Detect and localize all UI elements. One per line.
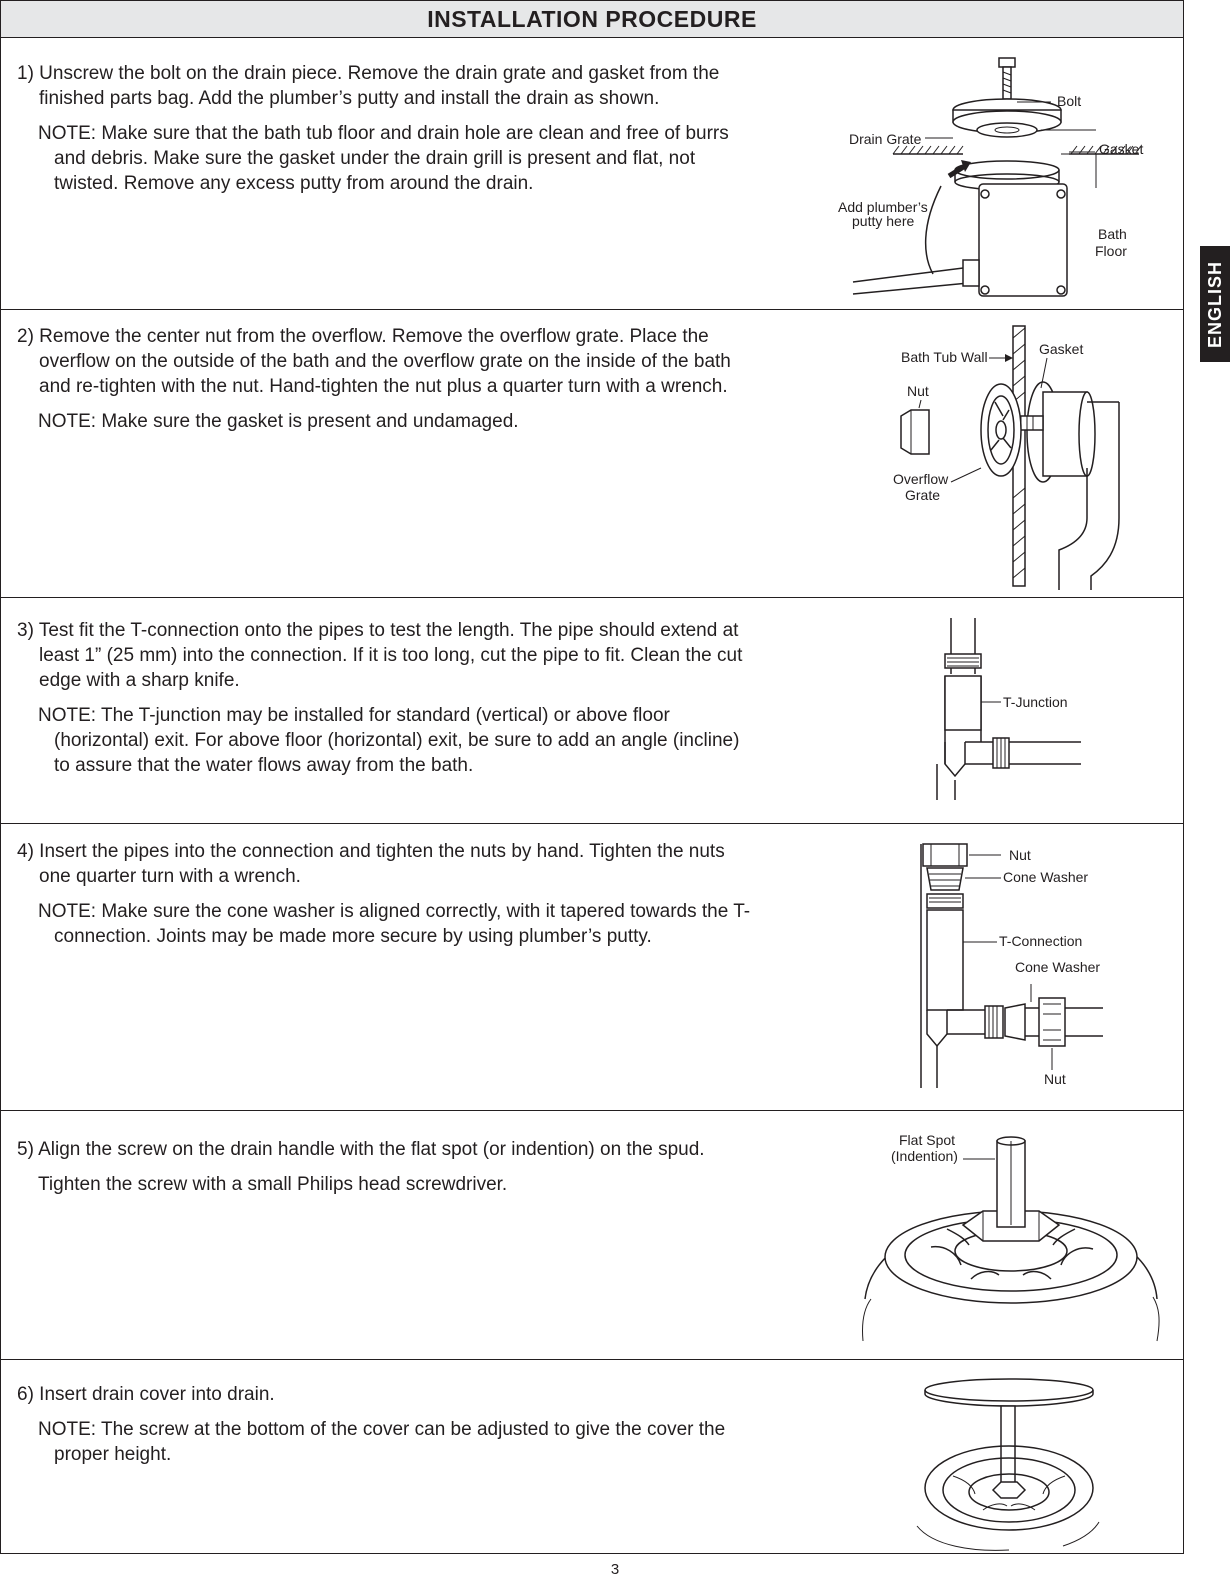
step-5 xyxy=(1,1111,1183,1360)
step-2-note: NOTE: Make sure the gasket is present and undamaged. xyxy=(38,411,519,432)
step-6-instruction: 6) Insert drain cover into drain. xyxy=(17,1384,275,1405)
page-number: 3 xyxy=(610,1561,620,1578)
overflow-grate-label-line1: Overflow xyxy=(893,471,949,487)
step-1-note: NOTE: Make sure that the bath tub floor and drain hole are clean and free of burrs and debris. Make sure the gasket under the drain grill is present and flat, not twisted. Remove any excess putty from around the drain. xyxy=(38,123,729,194)
step-3-note: NOTE: The T-junction may be installed for standard (vertical) or above floor (horizontal) exit. For above floor (horizontal) exit, be sure to add an angle (incline) to assure that the water flows away from the bath. xyxy=(38,705,740,776)
putty-label-line2: putty here xyxy=(852,213,915,229)
drain-grate-label: Drain Grate xyxy=(849,131,922,147)
cone-washer-top-label: Cone Washer xyxy=(1003,869,1089,885)
bath-floor-label-line2: Floor xyxy=(1095,243,1127,259)
nut-bottom-label: Nut xyxy=(1044,1071,1066,1087)
overflow-nut-label: Nut xyxy=(907,383,929,399)
step-6 xyxy=(1,1360,1183,1555)
gasket-label: Gasket xyxy=(1099,141,1144,157)
language-tab xyxy=(1200,246,1230,362)
flat-spot-label-line2: (Indention) xyxy=(891,1148,958,1164)
step-4-instruction: 4) Insert the pipes into the connection and tighten the nuts by hand. Tighten the nuts one quarter turn with a wrench. xyxy=(17,841,725,887)
step-4-note: NOTE: Make sure the cone washer is aligned correctly, with it tapered towards the T-connection. Joints may be made more secure by using plumber’s putty. xyxy=(38,901,751,947)
step-1 xyxy=(1,38,1183,310)
section-title: INSTALLATION PROCEDURE xyxy=(427,5,757,32)
bath-tub-wall-label: Bath Tub Wall xyxy=(901,349,988,365)
cone-washer-right-label: Cone Washer xyxy=(1015,959,1101,975)
t-connection-diagram xyxy=(913,838,1123,1108)
drain-diagram xyxy=(838,46,1161,306)
step-4 xyxy=(1,824,1183,1111)
t-connection-label: T-Connection xyxy=(999,933,1083,949)
putty-label-line1: Add plumber’s xyxy=(838,199,928,215)
overflow-diagram xyxy=(891,318,1171,594)
step-3-instruction: 3) Test fit the T-connection onto the pipes to test the length. The pipe should extend at least 1” (25 mm) into the connection. If it is too long, cut the pipe to fit. Clean the cut edge with a sharp knife. xyxy=(17,620,743,691)
section-header xyxy=(1,1,1183,38)
overflow-gasket-label: Gasket xyxy=(1039,341,1084,357)
bath-floor-label-line1: Bath xyxy=(1098,226,1127,242)
step-1-instruction: 1) Unscrew the bolt on the drain piece. Remove the drain grate and gasket from the finished parts bag. Add the plumber’s putty and install the drain as shown. xyxy=(17,63,720,109)
flat-spot-label-line1: Flat Spot xyxy=(899,1132,956,1148)
step-3 xyxy=(1,598,1183,824)
overflow-grate-label-line2: Grate xyxy=(905,487,941,503)
step-2-instruction: 2) Remove the center nut from the overflow. Remove the overflow grate. Place the overflow on the outside of the bath and the overflow grate on the inside of the bath and re-tighten with the nut. Hand-tighten the nut plus a quarter turn with a wrench. xyxy=(17,326,731,397)
drain-cover-diagram xyxy=(913,1376,1103,1552)
bolt-label: Bolt xyxy=(1057,93,1082,109)
step-5-extra: Tighten the screw with a small Philips head screwdriver. xyxy=(38,1174,508,1195)
nut-top-label: Nut xyxy=(1009,847,1031,863)
t-junction-diagram xyxy=(931,614,1131,804)
step-5-instruction: 5) Align the screw on the drain handle with the flat spot (or indention) on the spud. xyxy=(17,1139,705,1160)
step-2 xyxy=(1,310,1183,598)
t-junction-label: T-Junction xyxy=(1003,694,1068,710)
language-tab-label: ENGLISH xyxy=(1204,260,1225,348)
step-6-note: NOTE: The screw at the bottom of the cover can be adjusted to give the cover the proper height. xyxy=(38,1419,726,1465)
drain-handle-diagram xyxy=(861,1129,1161,1349)
